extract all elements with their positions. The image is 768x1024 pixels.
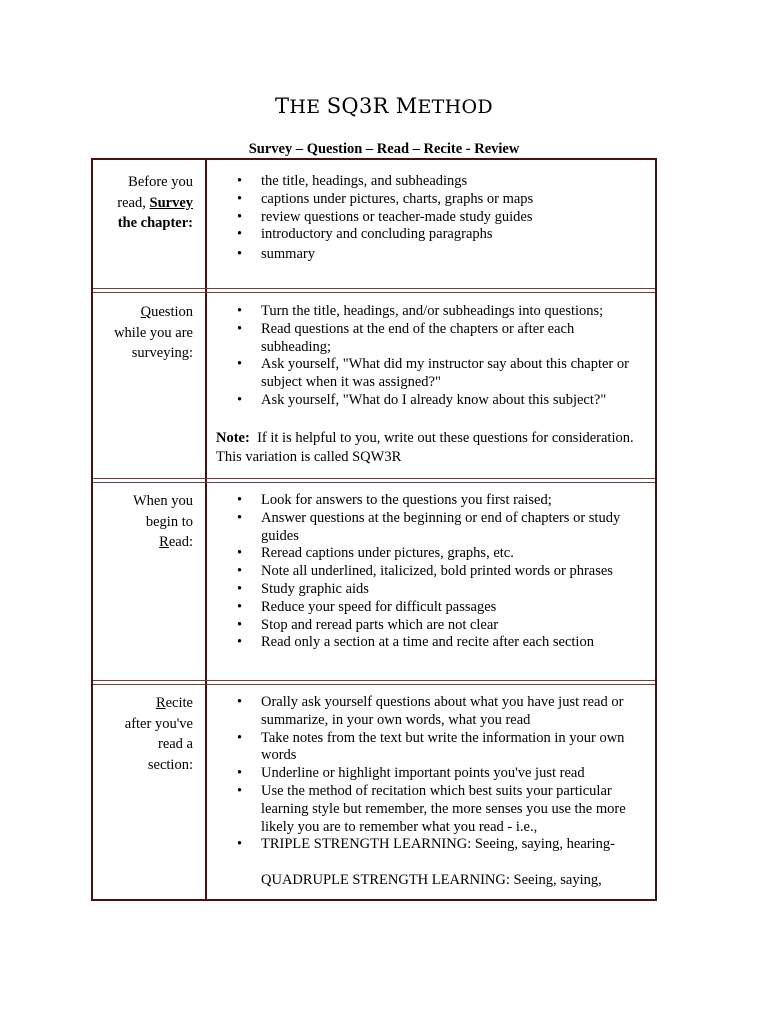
extra-line: QUADRUPLE STRENGTH LEARNING: Seeing, saying, — [261, 872, 602, 889]
document-subtitle: Survey – Question – Read – Recite - Review — [248, 141, 520, 157]
label-survey: Before you read, Survey the chapter: — [117, 174, 193, 231]
label-question: Question while you are surveying: — [114, 304, 193, 361]
list-item: • Ask yourself, "What do I already know about this subject?" — [216, 392, 646, 410]
list-item: • Take notes from the text but write the information in your own words — [216, 730, 646, 766]
list-item: • Look for answers to the questions you first raised; — [216, 492, 646, 510]
list-item: • Answer questions at the beginning or end of chapters or study guides — [216, 510, 646, 546]
list-item: • Read only a section at a time and recite after each section — [216, 634, 646, 652]
list-item: • Study graphic aids — [216, 581, 646, 599]
sq3r-table — [91, 158, 657, 901]
list-item: • Stop and reread parts which are not clear — [216, 617, 646, 635]
row-divider — [93, 288, 655, 293]
list-item: • Read questions at the end of the chapters or after each subheading; — [216, 321, 646, 357]
note: Note: If it is helpful to you, write out these questions for consideration. This variation is called SQW3R — [216, 429, 634, 466]
list-item: • Reduce your speed for difficult passages — [216, 599, 646, 617]
content-question — [216, 303, 646, 468]
list-item: • introductory and concluding paragraphs — [216, 226, 646, 244]
list-item: • Underline or highlight important points you've just read — [216, 765, 646, 783]
list-item: • Turn the title, headings, and/or subheadings into questions; — [216, 303, 646, 321]
label-recite: Recite after you've read a section: — [124, 695, 193, 773]
list-item: • summary — [216, 246, 646, 264]
list-item: • Note all underlined, italicized, bold printed words or phrases — [216, 563, 646, 581]
content-survey — [216, 173, 646, 264]
content-read — [216, 492, 646, 652]
list-item: • review questions or teacher-made study guides — [216, 209, 646, 227]
list-item: • Ask yourself, "What did my instructor say about this chapter or subject when it was assigned?" — [216, 356, 646, 392]
row-divider — [93, 478, 655, 483]
row-divider — [93, 680, 655, 685]
list-item: • captions under pictures, charts, graphs or maps — [216, 191, 646, 209]
document-title: THE SQ3R METHOD — [275, 94, 493, 118]
list-item: • TRIPLE STRENGTH LEARNING: Seeing, saying, hearing- — [216, 836, 646, 854]
content-recite — [216, 694, 646, 890]
column-divider — [205, 160, 207, 899]
list-item: • the title, headings, and subheadings — [216, 173, 646, 191]
list-item: • Use the method of recitation which best suits your particular learning style but remember, the more senses you use the more likely you are to remember what you read - i.e., — [216, 783, 646, 836]
list-item: • Orally ask yourself questions about what you have just read or summarize, in your own words, what you read — [216, 694, 646, 730]
list-item: • Reread captions under pictures, graphs, etc. — [216, 545, 646, 563]
label-read: When you begin to Read: — [133, 493, 193, 550]
